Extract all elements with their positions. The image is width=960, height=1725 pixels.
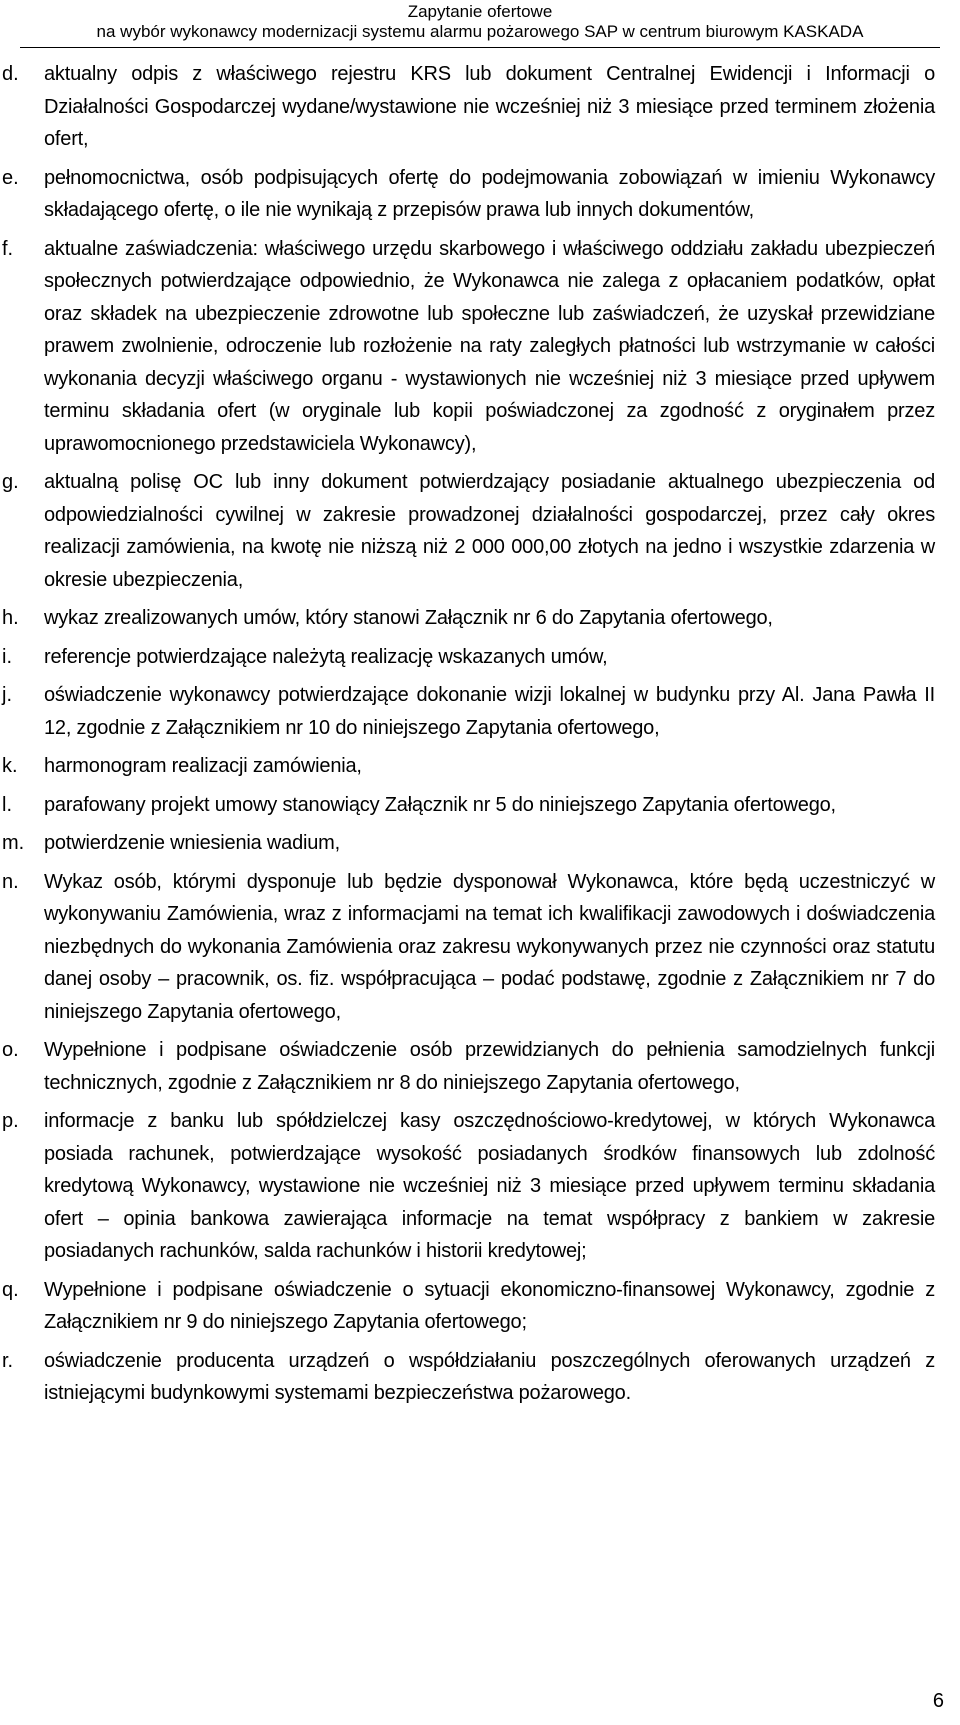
list-item-label: h. xyxy=(2,607,19,629)
list-item-label: d. xyxy=(2,63,19,85)
list-item-text: referencje potwierdzające należytą realizację wskazanych umów, xyxy=(44,645,608,668)
list-item-label: j. xyxy=(2,684,12,706)
list-item xyxy=(0,602,960,635)
list-item-text: parafowany projekt umowy stanowiący Załącznik nr 5 do niniejszego Zapytania ofertowego, xyxy=(44,793,836,816)
list-item xyxy=(0,750,960,783)
list-item xyxy=(0,866,960,1029)
list-item-label: p. xyxy=(2,1110,19,1132)
list-item-text: aktualną polisę OC lub inny dokument potwierdzający posiadanie aktualnego ubezpieczenia od odpowiedzialności cywilnej w zakresie prowadzonej działalności gospodarczej, przez cały okres realizacji zamówienia, na kwotę nie niższą niż 2 000 000,00 złotych na jedno i wszystkie zdarzenia w okresie ubezpieczenia, xyxy=(44,471,935,591)
list-item xyxy=(0,789,960,822)
list-item-text: Wykaz osób, którymi dysponuje lub będzie dysponował Wykonawca, które będą uczestniczyć w wykonywaniu Zamówienia, wraz z informacjami na temat ich kwalifikacji zawodowych i doświadczenia niezbędnych do wykonania Zamówienia oraz zakresu wykonywanych przez nie czynności oraz statutu danej osoby – pracownik, os. fiz. współpracująca – podać podstawę, zgodnie z Załącznikiem nr 7 do niniejszego Zapytania ofertowego, xyxy=(44,870,935,1023)
list-item xyxy=(0,1034,960,1099)
list-item-text: Wypełnione i podpisane oświadczenie o sytuacji ekonomiczno-finansowej Wykonawcy, zgodnie z Załącznikiem nr 9 do niniejszego Zapytania ofertowego; xyxy=(44,1278,935,1333)
list-item-text: Wypełnione i podpisane oświadczenie osób przewidzianych do pełnienia samodzielnych funkcji technicznych, zgodnie z Załącznikiem nr 8 do niniejszego Zapytania ofertowego, xyxy=(44,1039,935,1094)
list-item xyxy=(0,827,960,860)
list-item xyxy=(0,1345,960,1410)
list-item-label: k. xyxy=(2,755,18,777)
list-item xyxy=(0,58,960,156)
requirements-list xyxy=(0,58,960,1416)
list-item-text: aktualne zaświadczenia: właściwego urzędu skarbowego i właściwego oddziału zakładu ubezpieczeń społecznych potwierdzające odpowiednio, że Wykonawca nie zalega z opłacaniem podatków, opłat oraz składek na ubezpieczenie zdrowotne lub społeczne lub zaświadczeń, że uzyskał przewidziane prawem zwolnienie, odroczenie lub rozłożenie na raty zaległych płatności lub wstrzymanie w całości wykonania decyzji właściwego organu - wystawionych nie wcześniej niż 3 miesiące przed upływem terminu składania ofert (w oryginale lub kopii poświadczonej za zgodność z oryginałem przez uprawomocnionego przedstawiciela Wykonawcy), xyxy=(44,237,935,455)
list-item-label: i. xyxy=(2,645,12,668)
list-item-text: harmonogram realizacji zamówienia, xyxy=(44,755,362,777)
list-item xyxy=(0,233,960,461)
list-item-label: n. xyxy=(2,870,19,893)
list-item-label: g. xyxy=(2,471,19,493)
list-item-label: l. xyxy=(2,793,12,816)
list-item-text: pełnomocnictwa, osób podpisujących ofertę do podejmowania zobowiązań w imieniu Wykonawcy składającego ofertę, o ile nie wynikają z przepisów prawa lub innych dokumentów, xyxy=(44,166,935,221)
header-divider xyxy=(20,47,940,48)
list-item-text: wykaz zrealizowanych umów, który stanowi Załącznik nr 6 do Zapytania ofertowego, xyxy=(44,607,773,629)
list-item-label: q. xyxy=(2,1278,19,1301)
header-subtitle: na wybór wykonawcy modernizacji systemu alarmu pożarowego SAP w centrum biurowym KASKADA xyxy=(96,22,864,41)
page-header xyxy=(0,0,960,42)
list-item-text: potwierdzenie wniesienia wadium, xyxy=(44,832,340,854)
list-item-text: aktualny odpis z właściwego rejestru KRS lub dokument Centralnej Ewidencji i Informacji o Działalności Gospodarczej wydane/wystawione nie wcześniej niż 3 miesiące przed terminem złożenia ofert, xyxy=(44,63,935,150)
header-title: Zapytanie ofertowe xyxy=(407,2,553,21)
list-item xyxy=(0,1105,960,1268)
list-item-label: r. xyxy=(2,1349,14,1372)
list-item-label: o. xyxy=(2,1039,19,1061)
list-item-text: informacje z banku lub spółdzielczej kasy oszczędnościowo-kredytowej, w których Wykonawca posiada rachunek, potwierdzające wysokość posiadanych środków finansowych lub zdolność kredytową Wykonawcy, wystawione nie wcześniej niż 3 miesiące przed upływem terminu składania ofert – opinia bankowa zawierająca informacje na temat współpracy z bankiem w zakresie posiadanych rachunków, salda rachunków i historii kredytowej; xyxy=(44,1110,935,1262)
list-item xyxy=(0,641,960,674)
list-item-label: f. xyxy=(2,237,14,260)
list-item-label: e. xyxy=(2,166,19,189)
list-item-text: oświadczenie wykonawcy potwierdzające dokonanie wizji lokalnej w budynku przy Al. Jana Pawła II 12, zgodnie z Załącznikiem nr 10 do niniejszego Zapytania ofertowego, xyxy=(44,684,935,739)
page-number: 6 xyxy=(932,1690,944,1712)
list-item xyxy=(0,1274,960,1339)
list-item-text: oświadczenie producenta urządzeń o współdziałaniu poszczególnych oferowanych urządzeń z istniejącymi budynkowymi systemami bezpieczeństwa pożarowego. xyxy=(44,1349,935,1404)
list-item xyxy=(0,466,960,596)
list-item-label: m. xyxy=(2,832,25,854)
list-item xyxy=(0,162,960,227)
list-item xyxy=(0,679,960,744)
